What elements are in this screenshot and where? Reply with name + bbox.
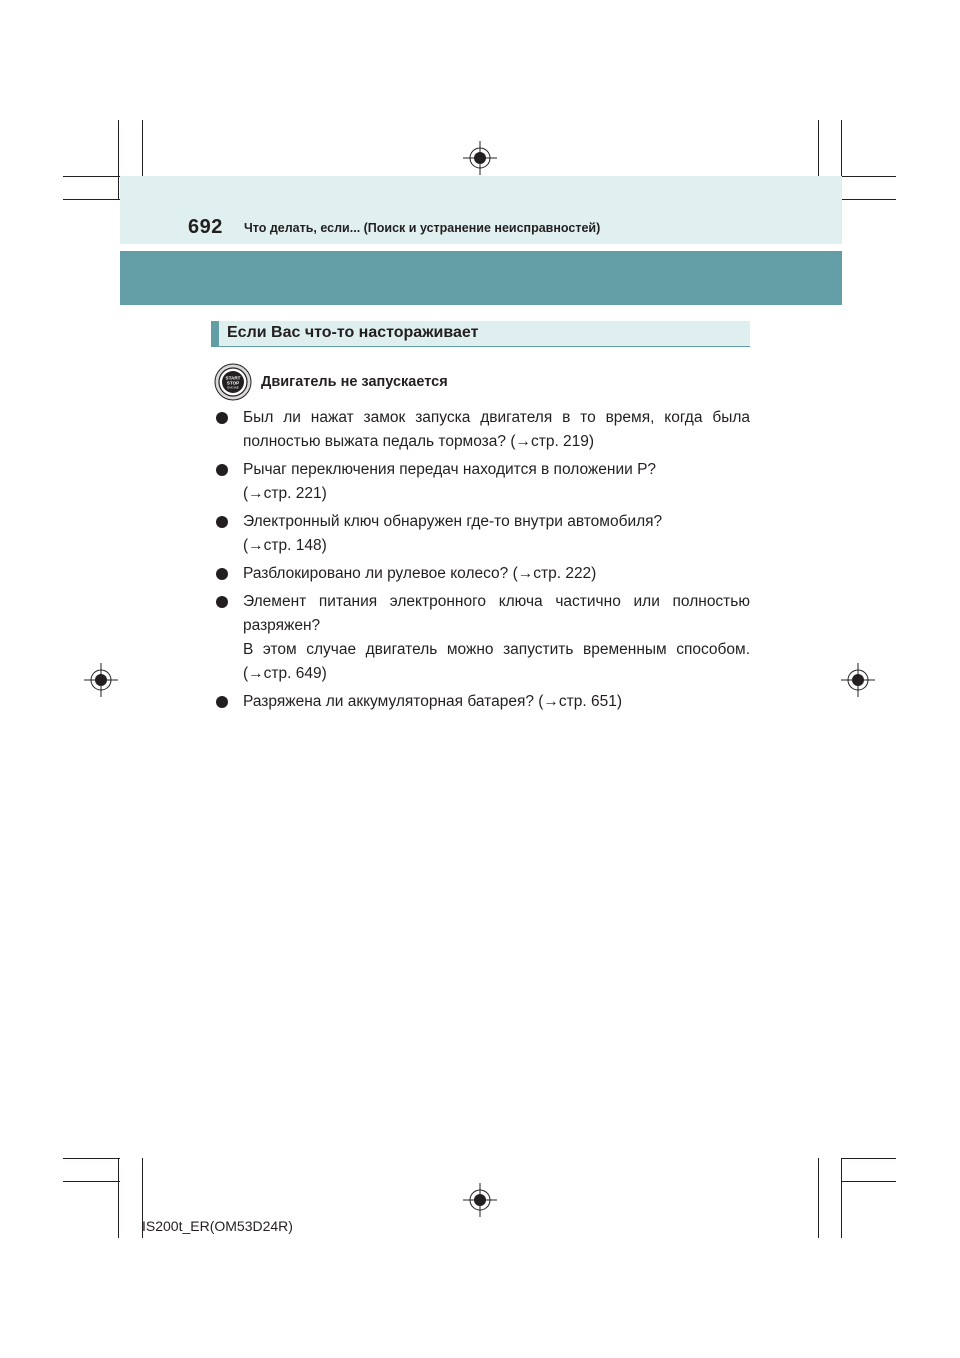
crop-mark — [842, 199, 896, 200]
chapter-title: Что делать, если... (Поиск и устранение неисправностей) — [244, 221, 601, 235]
crop-mark — [63, 176, 120, 177]
list-item — [216, 690, 750, 714]
list-item-line: (→стр. 148) — [243, 537, 327, 554]
crop-mark — [841, 1158, 842, 1238]
list-item-line: Рычаг переключения передач находится в положении P? — [243, 461, 657, 478]
crop-mark — [63, 199, 120, 200]
crop-mark — [842, 1181, 896, 1182]
list-item-line: В этом случае двигатель можно запустить временным способом. — [243, 641, 750, 658]
bullet-icon — [216, 596, 228, 608]
list-item-line: Разблокировано ли рулевое колесо? (→стр. 222) — [243, 565, 597, 582]
list-item — [216, 510, 750, 558]
registration-mark-icon — [84, 663, 118, 697]
list-item-line: разряжен? — [243, 617, 321, 634]
document-code: IS200t_ER(OM53D24R) — [142, 1218, 293, 1234]
list-item — [216, 458, 750, 506]
button-line-start: START — [225, 375, 241, 381]
section-heading — [211, 321, 750, 347]
crop-mark — [63, 1181, 120, 1182]
bullet-icon — [216, 516, 228, 528]
list-item-line: полностью выжата педаль тормоза? (→стр. 219) — [243, 433, 595, 450]
list-item — [216, 406, 750, 454]
section-banner — [120, 251, 842, 305]
crop-mark — [118, 1158, 119, 1238]
start-stop-engine-button-icon — [214, 363, 252, 401]
registration-mark-icon — [841, 663, 875, 697]
crop-mark — [118, 120, 119, 200]
bullet-icon — [216, 568, 228, 580]
list-item-line: Разряжена ли аккумуляторная батарея? (→стр. 651) — [243, 693, 623, 710]
heading-accent — [211, 321, 219, 346]
list-item-line: (→стр. 221) — [243, 485, 327, 502]
crop-mark — [842, 1158, 896, 1159]
subheading: Двигатель не запускается — [261, 374, 448, 390]
bullet-icon — [216, 412, 228, 424]
bullet-icon — [216, 696, 228, 708]
button-line-stop: STOP — [226, 380, 240, 386]
crop-mark — [818, 1158, 819, 1238]
list-item-line: Элемент питания электронного ключа частично или полностью — [243, 593, 750, 610]
list-item-line: Электронный ключ обнаружен где-то внутри автомобиля? — [243, 513, 663, 530]
bullet-list — [216, 406, 750, 718]
list-item — [216, 562, 750, 586]
registration-mark-icon — [463, 141, 497, 175]
registration-mark-icon — [463, 1183, 497, 1217]
list-item — [216, 590, 750, 686]
crop-mark — [63, 1158, 120, 1159]
bullet-icon — [216, 464, 228, 476]
page-number: 692 — [188, 216, 223, 238]
button-line-engine: ENGINE — [227, 385, 239, 390]
section-heading-text: Если Вас что-то настораживает — [227, 324, 479, 341]
list-item-line: Был ли нажат замок запуска двигателя в то время, когда была — [243, 409, 750, 426]
list-item-line: (→стр. 649) — [243, 665, 327, 682]
crop-mark — [842, 176, 896, 177]
